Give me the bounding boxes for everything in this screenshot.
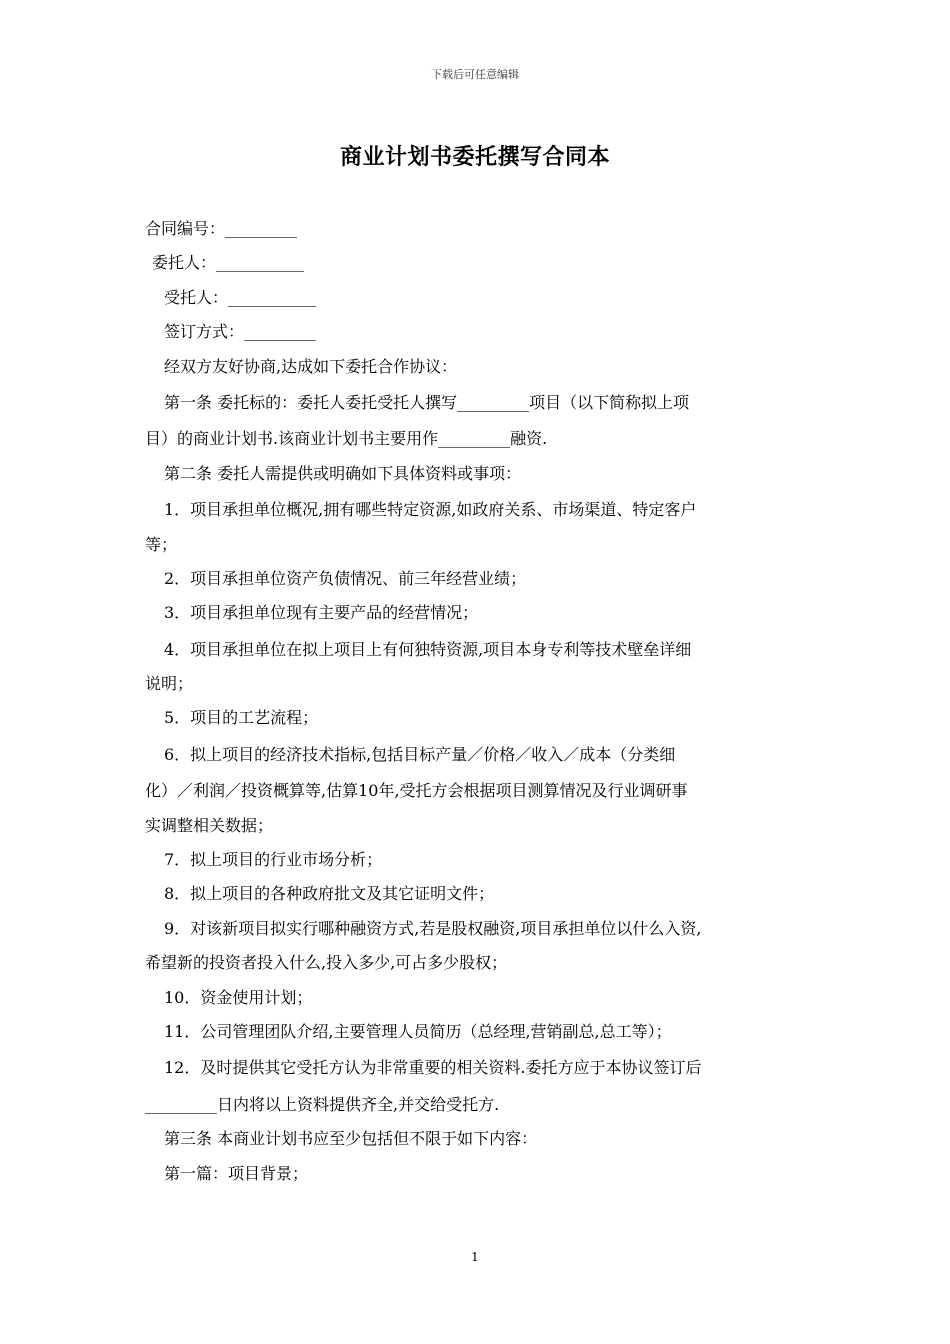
article-1-line-2: 目）的商业计划书.该商业计划书主要用作_________融资. [145, 429, 548, 449]
list-item-10: 10．资金使用计划； [164, 987, 313, 1007]
list-item-12-line-2: _________日内将以上资料提供齐全,并交给受托方. [145, 1094, 500, 1114]
document-title: 商业计划书委托撰写合同本 [339, 145, 610, 170]
list-item-12-line-1: 12．及时提供其它受托方认为非常重要的相关资料.委托方应于本协议签订后 [164, 1058, 702, 1078]
list-item-5: 5．项目的工艺流程； [164, 708, 319, 728]
part-1-line: 第一篇：项目背景； [164, 1163, 309, 1183]
article-1-line-1: 第一条 委托标的：委托人委托受托人撰写_________项目（以下简称拟上项 [164, 392, 690, 412]
list-item-9-line-2: 希望新的投资者投入什么,投入多少,可占多少股权； [145, 953, 508, 973]
contractor-line: 受托人：___________ [164, 287, 317, 307]
document-body [145, 212, 810, 1191]
list-item-8: 8．拟上项目的各种政府批文及其它证明文件； [164, 884, 495, 904]
signing-method-line: 签订方式：_________ [164, 322, 317, 342]
list-item-4-line-1: 4．项目承担单位在拟上项目上有何独特资源,项目本身专利等技术壁垒详细 [164, 639, 692, 659]
list-item-11: 11．公司管理团队介绍,主要管理人员简历（总经理,营销副总,总工等）； [164, 1021, 672, 1041]
list-item-1-line-2: 等； [145, 534, 178, 554]
list-item-6-line-2: 化）／利润／投资概算等,估算10年,受托方会根据项目测算情况及行业调研事 [145, 781, 688, 801]
list-item-1-line-1: 1．项目承担单位概况,拥有哪些特定资源,如政府关系、市场渠道、特定客户 [164, 500, 697, 520]
header-note: 下载后可任意编辑 [431, 68, 519, 81]
page-number: 1 [471, 1250, 479, 1264]
list-item-9-line-1: 9．对该新项目拟实行哪种融资方式,若是股权融资,项目承担单位以什么入资, [164, 918, 702, 938]
preamble-paragraph: 经双方友好协商,达成如下委托合作协议： [164, 356, 458, 376]
list-item-4-line-2: 说明； [145, 674, 194, 694]
list-item-6-line-1: 6．拟上项目的经济技术指标,包括目标产量／价格／收入／成本（分类细 [164, 744, 676, 764]
list-item-6-line-3: 实调整相关数据； [145, 815, 274, 835]
article-2-heading: 第二条 委托人需提供或明确如下具体资料或事项： [164, 463, 522, 483]
list-item-2: 2．项目承担单位资产负债情况、前三年经营业绩； [164, 568, 527, 588]
list-item-3: 3．项目承担单位现有主要产品的经营情况； [164, 603, 479, 623]
contract-number-line: 合同编号：_________ [145, 219, 298, 238]
list-item-7: 7．拟上项目的行业市场分析； [164, 850, 383, 870]
client-line: 委托人：___________ [152, 253, 305, 273]
article-3-heading: 第三条 本商业计划书应至少包括但不限于如下内容： [164, 1129, 538, 1149]
